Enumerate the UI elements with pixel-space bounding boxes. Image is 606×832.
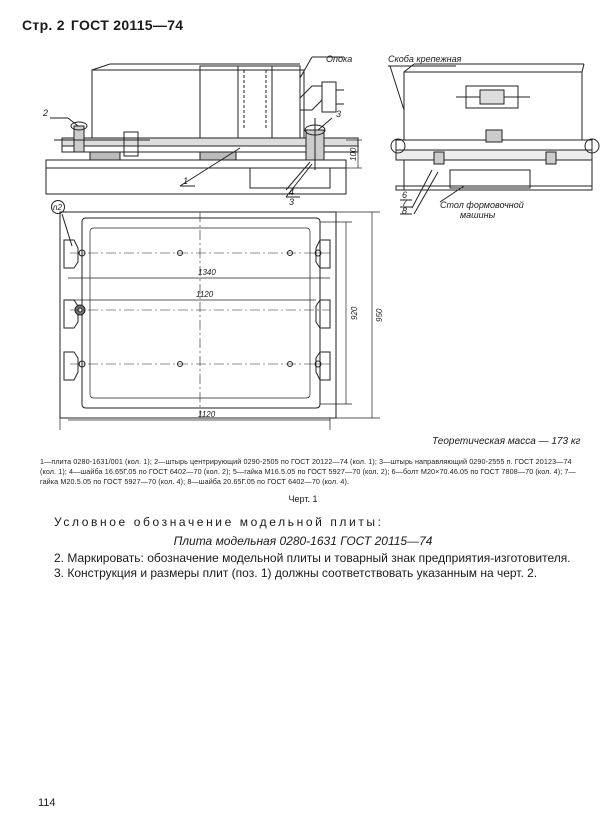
label-opoka: Опока — [326, 54, 353, 64]
label-pos-4: 4 — [289, 187, 295, 197]
theoretical-mass: Теоретическая масса — 173 кг — [432, 436, 581, 447]
page-label: Стр. 2 — [22, 17, 65, 33]
dim-1340: 1340 — [198, 268, 216, 277]
label-pos-3b: 3 — [289, 197, 295, 207]
front-view — [46, 57, 362, 197]
parts-legend: 1—плита 0280-1631/001 (кол. 1); 2—штырь центрирующий 0290-2505 по ГОСТ 20122—74 (кол. 1); 3—штырь направляющий 0290-2555 п. ГОСТ 20123—74 (кол. 1); 4—шайба 16.65Г.05 по ГОСТ 6402—70 (кол. 2); 5—гайка М16.5.05 по ГОСТ 5927—70 (кол. 2); 6—болт М20×70.46.05 по ГОСТ 7808—70 (кол. 4); 7—гайка М20.5.05 по ГОСТ 5927—70 (кол. 4); 8—шайба 20.65Г.05 по ГОСТ 6402—70 (кол. 4). — [40, 457, 576, 486]
label-stol-2: машины — [460, 210, 496, 220]
label-stol: Стол формовочной — [440, 200, 524, 210]
dim-920: 920 — [350, 306, 359, 320]
standard-number: ГОСТ 20115—74 — [70, 17, 184, 33]
list-item: 2. Маркировать: обозначение модельной плиты и товарный знак предприятия-изготовителя. — [54, 551, 571, 565]
dim-950: 950 — [375, 308, 384, 322]
dim-1120-inner: 1120 — [196, 290, 214, 299]
designation-example: Плита модельная 0280-1631 ГОСТ 20115—74 — [173, 534, 433, 548]
dim-1120-outer: 1120 — [198, 410, 216, 419]
list-item: 3. Конструкция и размеры плит (поз. 1) должны соответствовать указанным на черт. 2. — [54, 566, 538, 580]
label-pos-3: 3 — [336, 109, 342, 119]
page-number: 114 — [38, 797, 56, 809]
plan-view — [52, 201, 381, 431]
label-pos-6: 6 — [402, 190, 408, 200]
requirements-list — [54, 551, 594, 581]
label-pos-8: 8 — [402, 206, 408, 216]
label-skoba: Скоба крепежная — [388, 54, 462, 64]
label-n2: n2 — [53, 203, 62, 212]
figure-caption: Черт. 1 — [288, 494, 318, 504]
side-view — [388, 64, 599, 214]
label-pos-7: 7 — [402, 198, 408, 208]
label-pos-1: 1 — [183, 176, 189, 186]
dim-100: 100 — [349, 147, 358, 161]
designation-intro: Условное обозначение модельной плиты: — [54, 515, 384, 529]
label-pos-2: 2 — [43, 108, 49, 118]
